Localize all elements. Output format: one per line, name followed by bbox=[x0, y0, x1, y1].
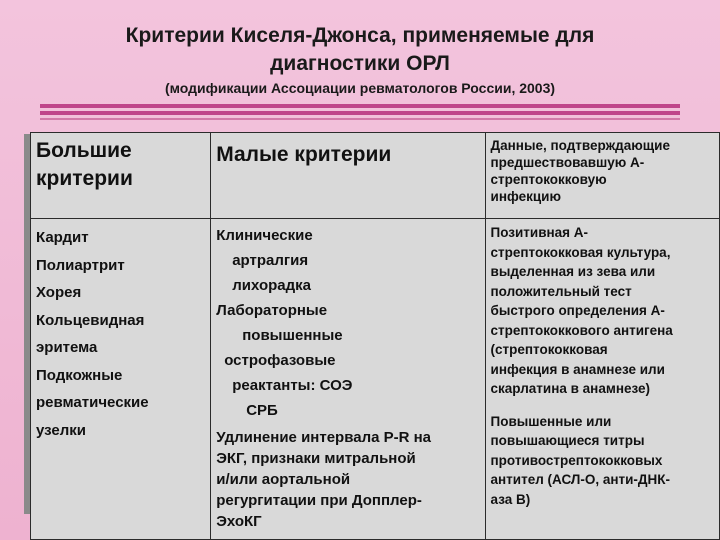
header-support-line-2: предшествовавшую А- bbox=[490, 155, 645, 170]
major-line: ревматические bbox=[36, 394, 149, 411]
ekg-line: ЭКГ, признаки митральной bbox=[216, 450, 416, 467]
header-minor-label: Малые критерии bbox=[216, 143, 392, 166]
culture-line: инфекция в анамнезе или bbox=[490, 361, 665, 377]
culture-line: Позитивная А- bbox=[490, 225, 589, 240]
header-major-line-2: критерии bbox=[36, 167, 133, 190]
culture-line: быстрого определения А- bbox=[490, 303, 665, 318]
minor-line: реактанты: СОЭ bbox=[232, 377, 353, 394]
criteria-table bbox=[30, 132, 720, 540]
titers-line: противострептококковых bbox=[490, 452, 663, 468]
titers-line: Повышенные или bbox=[490, 413, 612, 429]
ekg-line: регургитации при Допплер- bbox=[216, 492, 422, 509]
ekg-line: ЭхоКГ bbox=[216, 513, 262, 530]
divider-line-2 bbox=[40, 111, 680, 115]
header-major-line-1: Большие bbox=[36, 139, 132, 162]
minor-line: Клинические bbox=[216, 227, 313, 244]
header-support-line-1: Данные, подтверждающие bbox=[490, 138, 670, 153]
culture-line: положительный тест bbox=[490, 283, 632, 299]
titers-line: аза В) bbox=[490, 491, 531, 507]
minor-line: острофазовые bbox=[224, 352, 336, 369]
major-criteria-cell bbox=[31, 219, 211, 540]
header-minor-criteria bbox=[211, 133, 485, 219]
major-line: Хорея bbox=[36, 284, 82, 301]
major-line: Кардит bbox=[36, 229, 89, 246]
titers-line: повышающиеся титры bbox=[490, 433, 645, 448]
major-line: Подкожные bbox=[36, 366, 123, 384]
ekg-line: Удлинение интервала P-R на bbox=[216, 429, 432, 446]
culture-line: стрептококковая культура, bbox=[490, 244, 671, 260]
minor-line: Лабораторные bbox=[216, 302, 328, 319]
page-title bbox=[60, 22, 660, 78]
titers-block bbox=[491, 412, 714, 510]
divider-line-1 bbox=[40, 104, 680, 108]
table-body-row bbox=[31, 219, 720, 540]
title-line-2: диагностики ОРЛ bbox=[270, 52, 450, 75]
supporting-evidence-cell bbox=[485, 219, 719, 540]
header-major-criteria bbox=[31, 133, 211, 219]
culture-line: выделенная из зева или bbox=[490, 264, 656, 279]
header-supporting-evidence bbox=[485, 133, 719, 219]
minor-criteria-cell bbox=[211, 219, 485, 540]
culture-line: стрептококкового антигена bbox=[490, 322, 673, 338]
minor-line: артралгия bbox=[232, 252, 309, 269]
major-line: узелки bbox=[36, 421, 87, 439]
major-line: эритема bbox=[36, 339, 98, 356]
minor-line: повышенные bbox=[242, 327, 343, 344]
culture-line: (стрептококковая bbox=[490, 342, 608, 357]
minor-line: лихорадка bbox=[232, 277, 311, 294]
title-line-1: Критерии Киселя-Джонса, применяемые для bbox=[125, 24, 595, 47]
header-support-line-3: стрептококковую bbox=[490, 172, 607, 187]
ekg-criteria bbox=[216, 427, 479, 532]
table-header-row bbox=[31, 133, 720, 219]
divider-line-3 bbox=[40, 118, 680, 120]
minor-line: СРБ bbox=[246, 402, 278, 419]
major-line: Полиартрит bbox=[36, 256, 125, 274]
ekg-line: и/или аортальной bbox=[216, 471, 351, 488]
major-line: Кольцевидная bbox=[36, 311, 145, 329]
header-support-line-4: инфекцию bbox=[490, 189, 561, 204]
titers-line: антител (АСЛ-О, анти-ДНК- bbox=[490, 472, 670, 487]
culture-line: скарлатина в анамнезе) bbox=[490, 381, 651, 396]
culture-block bbox=[491, 223, 714, 399]
page-subtitle: (модификации Ассоциации ревматологов России, 2003) bbox=[164, 80, 556, 96]
